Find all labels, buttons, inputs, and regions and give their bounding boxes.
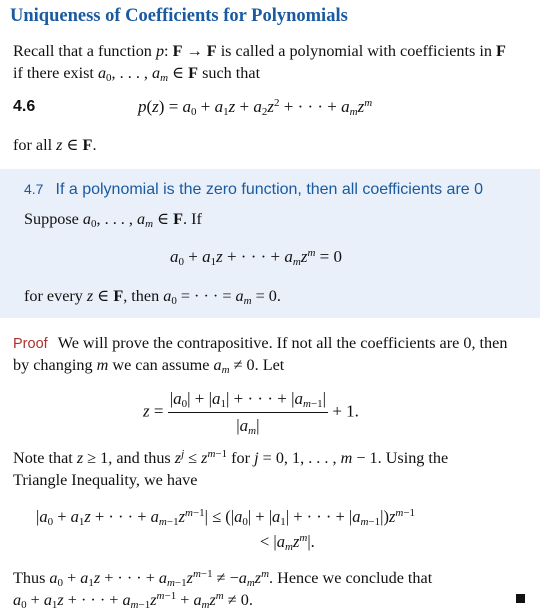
proof-text-2b: we can assume — [112, 356, 210, 374]
conclusion-line: $a_0 + a_1z$ + · · · + $a_{m-1}z^{m-1} + a_mz^m \ne 0$. — [13, 590, 253, 611]
note-line-2 — [13, 469, 197, 491]
note-text-d: Using the — [385, 449, 449, 467]
definition-line-2: if there exist $a_0$, . . . , $a_m$ ∈ F such that — [13, 64, 261, 84]
hence-text: Hence we conclude that — [277, 569, 433, 587]
theorem-heading — [24, 178, 483, 201]
definition-text-b: is called a polynomial with coefficients in — [220, 42, 492, 60]
definition-text-d: such that — [202, 64, 261, 82]
for-every-text: for every — [24, 287, 83, 305]
suppose-text: Suppose — [24, 210, 79, 228]
proof-text-1: We will prove the contrapositive. If not all the coefficients are 0, then — [57, 334, 508, 352]
qed-square-icon — [516, 594, 525, 603]
thus-line: Thus $a_0 + a_1z$ + · · · + $a_{m-1}z^{m-1} \ne -a_mz^m$. Hence we conclude that — [13, 568, 433, 589]
proof-text-2a: by changing — [13, 356, 93, 374]
note-text-e: Triangle Inequality, we have — [13, 471, 198, 489]
theorem-equation: $a_0 + a_1z$ + · · · + $a_mz^m = 0$ — [170, 247, 343, 268]
thus-text: Thus — [13, 569, 46, 587]
if-text: If — [191, 210, 202, 228]
for-all-text: for all — [13, 136, 53, 154]
definition-text-a: Recall that a function — [13, 42, 152, 60]
section-title: Uniqueness of Coefficients for Polynomials — [10, 6, 348, 26]
proof-line-1 — [13, 332, 507, 355]
definition-text-c: if there exist — [13, 64, 94, 82]
note-text-a: Note that — [13, 449, 73, 467]
for-all-line: for all z ∈ F. — [13, 136, 97, 154]
proof-line-2: by changing m we can assume $a_m \ne 0$. Let — [13, 356, 285, 376]
theorem-title: If a polynomial is the zero function, then all coefficients are 0 — [55, 181, 484, 198]
inequality-line-2: < $|a_mz^m|$. — [260, 532, 315, 553]
proof-label: Proof — [13, 336, 48, 352]
note-text-c: for — [231, 449, 251, 467]
proof-text-2c: Let — [262, 356, 285, 374]
note-line-1: Note that z ≥ 1, and thus $z^j \le z^{m-1}$ for j = 0, 1, . . . , m − 1. Using the — [13, 448, 449, 467]
theorem-for-every-line: for every z ∈ F, then $a_0$ = · · · = $a_m = 0$. — [24, 287, 281, 307]
polynomial-equation: $p(z) = a_0 + a_1z + a_2z^2$ + · · · + $a_mz^m$ — [138, 97, 373, 118]
note-text-b: , and thus — [108, 449, 171, 467]
inequality-line-1: $|a_0 + a_1z$ + · · · + $a_{m-1}z^{m-1}| \le (|a_0| + |a_1|$ + · · · + $|a_{m-1}|)z^{m-1}$ — [36, 507, 416, 528]
equation-number: 4.6 — [13, 98, 36, 115]
z-definition-equation: z = $\frac{|a_0| + |a_1| + \cdot \cdot \cdot + |a_{m-1}|}{|a_m|}$ + 1. — [143, 389, 359, 437]
theorem-suppose-line: Suppose $a_0$, . . . , $a_m$ ∈ F. If — [24, 210, 202, 230]
definition-line-1: Recall that a function p: F → F is called a polynomial with coefficients in F — [13, 42, 506, 60]
then-text: , then — [123, 287, 160, 305]
theorem-number: 4.7 — [24, 181, 44, 197]
